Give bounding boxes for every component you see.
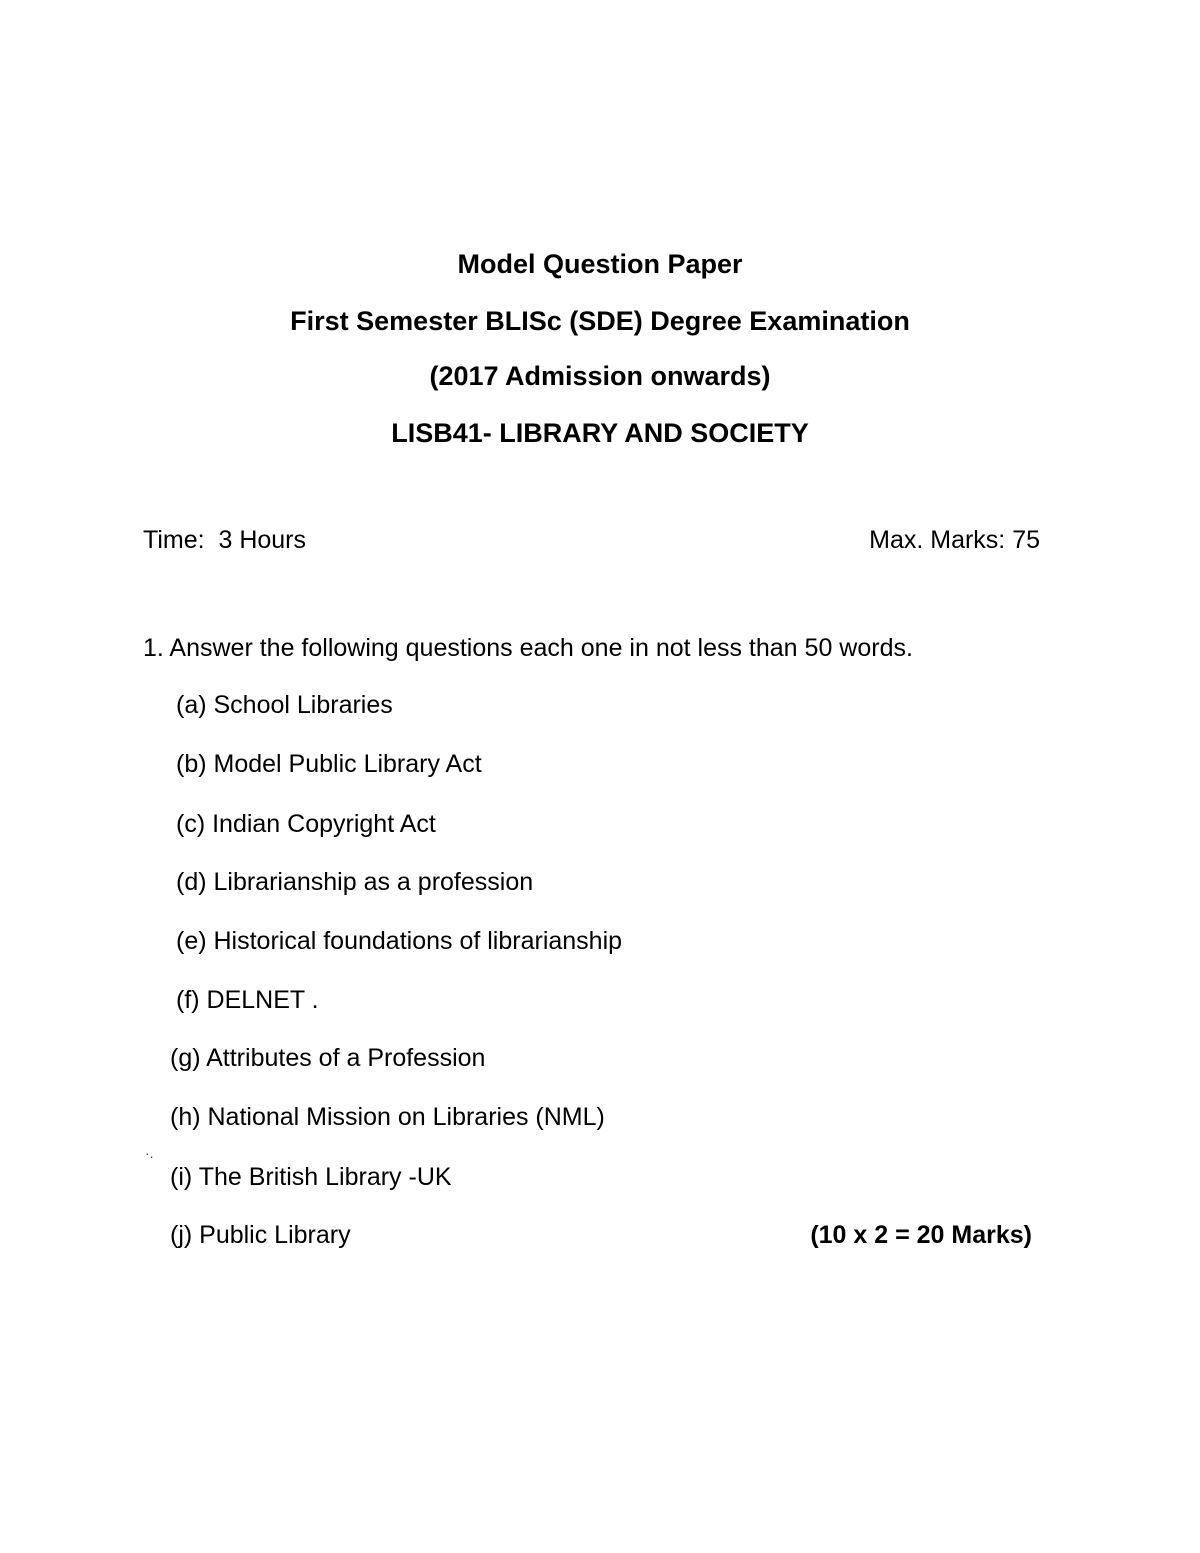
question-item: (h) National Mission on Libraries (NML) (170, 1103, 605, 1131)
question-item: (g) Attributes of a Profession (170, 1044, 486, 1072)
question-item: (e) Historical foundations of librarianship (176, 927, 623, 955)
stray-mark: ·. (145, 1145, 154, 1161)
question-item: (c) Indian Copyright Act (176, 810, 436, 838)
section-instruction: 1. Answer the following questions each one in not less than 50 words. (143, 634, 913, 662)
question-item: (a) School Libraries (176, 691, 393, 719)
section-marks: (10 x 2 = 20 Marks) (810, 1221, 1032, 1249)
question-item: (f) DELNET . (176, 986, 319, 1014)
course-title: LISB41- LIBRARY AND SOCIETY (391, 418, 809, 448)
question-item: (d) Librarianship as a profession (176, 868, 534, 896)
max-marks: Max. Marks: 75 (869, 526, 1040, 554)
paper-title: Model Question Paper (457, 249, 743, 279)
exam-name: First Semester BLISc (SDE) Degree Examination (290, 306, 910, 336)
exam-time: Time: 3 Hours (143, 526, 307, 554)
question-item: (i) The British Library -UK (170, 1163, 452, 1191)
question-item: (b) Model Public Library Act (176, 750, 482, 778)
question-item: (j) Public Library (170, 1221, 351, 1249)
admission-note: (2017 Admission onwards) (429, 361, 771, 391)
